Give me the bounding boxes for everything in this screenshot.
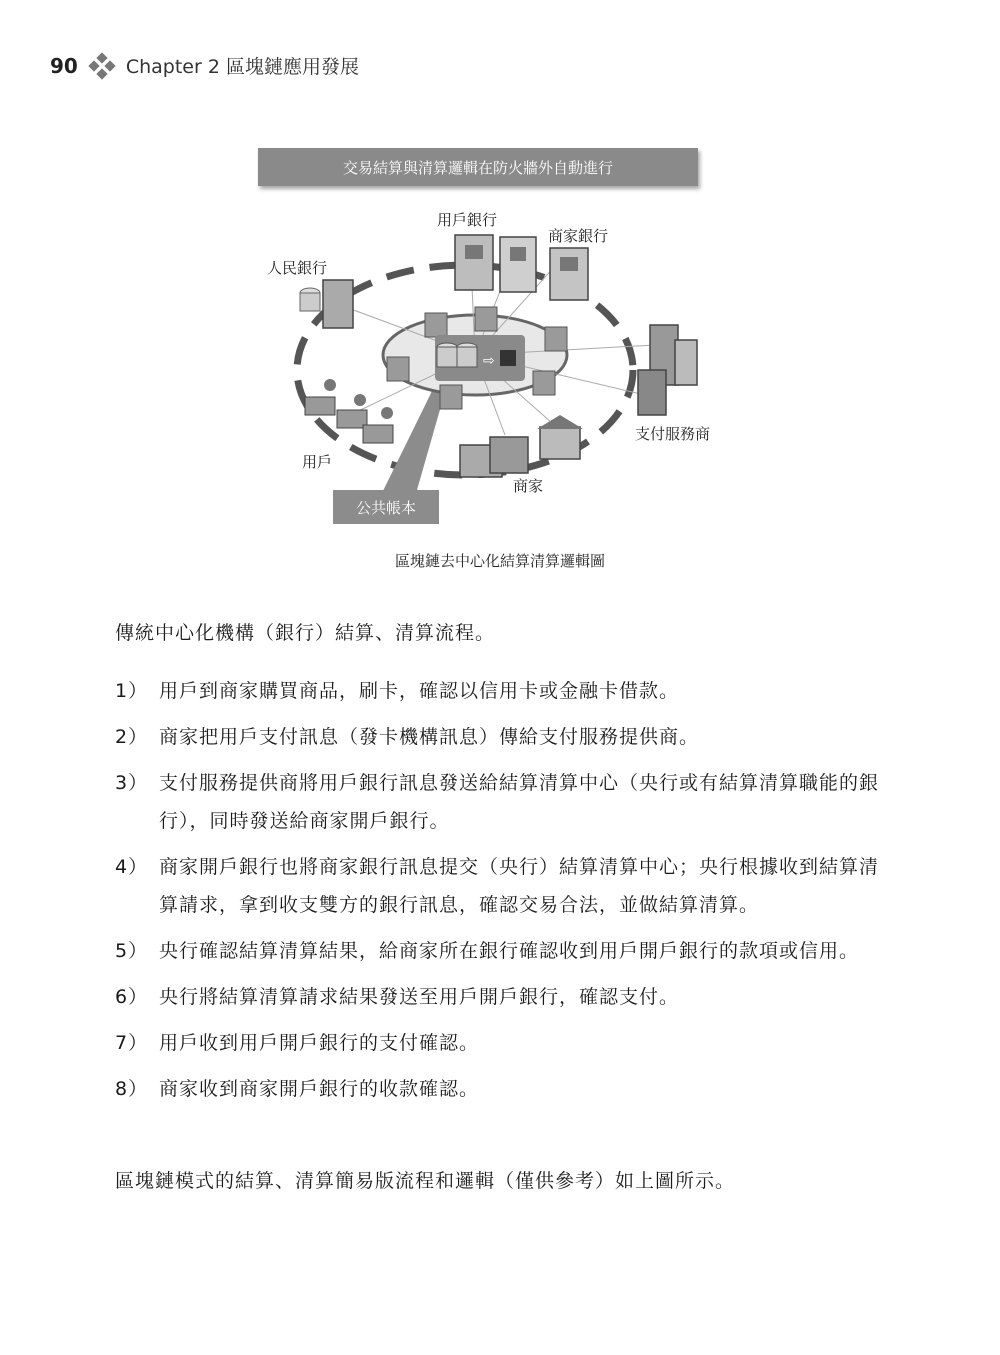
payment-provider-building-icon xyxy=(638,325,697,415)
figure-caption: 區塊鏈去中心化結算清算邏輯圖 xyxy=(394,552,605,570)
step-text: 央行將結算清算請求結果發送至用戶開戶銀行，確認支付。 xyxy=(159,986,680,1008)
label-payment-provider: 支付服務商 xyxy=(635,425,711,443)
chapter-title: Chapter 2 區塊鏈應用發展 xyxy=(125,56,359,78)
svg-text:⇨: ⇨ xyxy=(483,353,495,369)
list-item xyxy=(115,672,895,710)
firewall-banner: 交易結算與清算邏輯在防火牆外自動進行 xyxy=(258,148,698,186)
list-item xyxy=(115,848,895,924)
list-item xyxy=(115,978,895,1016)
step-text: 支付服務提供商將用戶銀行訊息發送給結算清算中心（央行或有結算清算職能的銀行），同時發送給商家開戶銀行。 xyxy=(159,772,880,832)
step-text: 商家把用戶支付訊息（發卡機構訊息）傳給支付服務提供商。 xyxy=(159,726,700,748)
label-central-bank: 人民銀行 xyxy=(267,259,328,277)
intro-paragraph: 傳統中心化機構（銀行）結算、清算流程。 xyxy=(115,622,496,644)
settlement-diagram xyxy=(255,145,740,530)
diamond-ornament-icon xyxy=(90,54,114,78)
label-merchants: 商家 xyxy=(513,477,544,495)
step-number: 2） xyxy=(115,726,149,748)
step-list xyxy=(115,672,895,1116)
step-number: 4） xyxy=(115,856,149,878)
central-bank-icon xyxy=(300,280,353,328)
list-item xyxy=(115,764,895,840)
label-merchant-bank: 商家銀行 xyxy=(548,227,609,245)
label-user-bank: 用戶銀行 xyxy=(437,211,498,229)
page-header xyxy=(50,52,359,79)
list-item xyxy=(115,932,895,970)
diagram-graphics xyxy=(255,145,740,530)
label-users: 用戶 xyxy=(302,453,333,471)
page-number: 90 xyxy=(50,53,78,78)
step-text: 用戶收到用戶開戶銀行的支付確認。 xyxy=(159,1032,480,1054)
step-number: 5） xyxy=(115,940,149,962)
step-number: 1） xyxy=(115,680,149,702)
merchant-shops-icon xyxy=(460,415,583,477)
step-text: 商家開戶銀行也將商家銀行訊息提交（央行）結算清算中心；央行根據收到結算清算請求，拿到收支雙方的銀行訊息，確認交易合法，並做結算清算。 xyxy=(159,856,880,916)
merchant-bank-building-icon xyxy=(550,248,588,300)
step-number: 8） xyxy=(115,1078,149,1100)
users-shoppers-icon xyxy=(305,379,393,443)
step-number: 3） xyxy=(115,772,149,794)
list-item xyxy=(115,1070,895,1108)
outro-paragraph: 區塊鏈模式的結算、清算簡易版流程和邏輯（僅供參考）如上圖所示。 xyxy=(115,1170,736,1192)
database-icon xyxy=(435,335,525,381)
list-item xyxy=(115,718,895,756)
step-text: 商家收到商家開戶銀行的收款確認。 xyxy=(159,1078,480,1100)
step-text: 用戶到商家購買商品，刷卡，確認以信用卡或金融卡借款。 xyxy=(159,680,680,702)
step-number: 6） xyxy=(115,986,149,1008)
step-text: 央行確認結算清算結果，給商家所在銀行確認收到用戶開戶銀行的款項或信用。 xyxy=(159,940,860,962)
list-item xyxy=(115,1024,895,1062)
public-ledger-label: 公共帳本 xyxy=(333,490,439,524)
step-number: 7） xyxy=(115,1032,149,1054)
